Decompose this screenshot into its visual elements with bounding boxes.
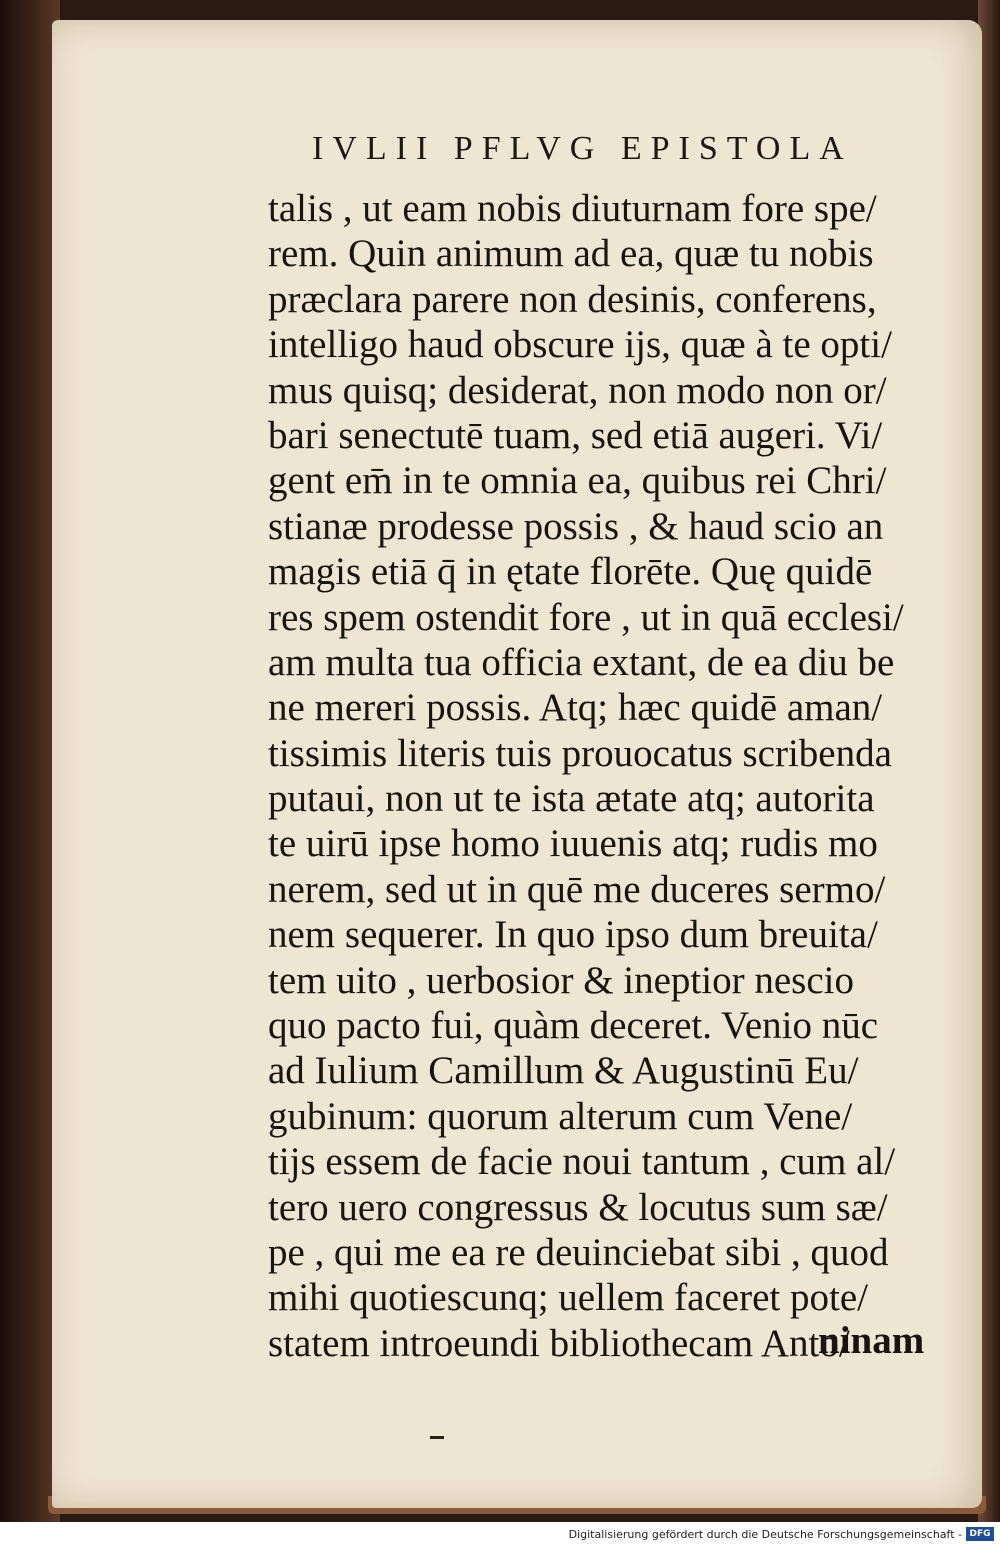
ink-mark bbox=[430, 1436, 444, 1439]
text-line: te uirū ipse homo iuuenis atq; rudis mo bbox=[268, 822, 878, 866]
text-line: tem uito , uerbosior & ineptior nescio bbox=[268, 958, 854, 1002]
text-line: stianæ prodesse possis , & haud scio an bbox=[268, 504, 884, 548]
text-line: am multa tua officia extant, de ea diu be bbox=[268, 640, 895, 684]
catchword: ninam bbox=[818, 1319, 925, 1362]
text-line: rem. Quin animum ad ea, quæ tu nobis bbox=[268, 232, 874, 276]
text-line: nerem, sed ut in quē me duceres sermo/ bbox=[268, 867, 886, 911]
text-line: tero uero congressus & locutus sum sæ/ bbox=[268, 1185, 888, 1229]
text-line: gubinum: quorum alterum cum Vene/ bbox=[268, 1094, 853, 1138]
text-line: præclara parere non desinis, conferens, bbox=[268, 277, 877, 321]
text-line: intelligo haud obscure ijs, quæ à te opti/ bbox=[268, 323, 892, 367]
body-text bbox=[268, 186, 938, 1366]
funding-credit: Digitalisierung gefördert durch die Deutsche Forschungsgemeinschaft - bbox=[568, 1528, 962, 1541]
text-line: ad Iulium Camillum & Augustinū Eu/ bbox=[268, 1049, 859, 1093]
text-line: statem introeundi bibliothecam Anto/ bbox=[268, 1321, 850, 1365]
text-line: res spem ostendit fore , ut in quā ecclesi/ bbox=[268, 595, 904, 639]
text-line: tissimis literis tuis prouocatus scribenda bbox=[268, 731, 892, 775]
text-line: putaui, non ut te ista ætate atq; autorita bbox=[268, 777, 875, 821]
text-line: tijs essem de facie noui tantum , cum al/ bbox=[268, 1140, 896, 1184]
text-line: ne mereri possis. Atq; hæc quidē aman/ bbox=[268, 686, 883, 730]
book-cover-edge-left bbox=[0, 0, 60, 1522]
text-line: talis , ut eam nobis diuturnam fore spe/ bbox=[268, 187, 877, 230]
text-line: quo pacto fui, quàm deceret. Venio nūc bbox=[268, 1004, 879, 1048]
text-line: pe , qui me ea re deuinciebat sibi , quod bbox=[268, 1230, 889, 1274]
text-line: nem sequerer. In quo ipso dum breuita/ bbox=[268, 913, 878, 957]
text-line: bari senectutē tuam, sed etiā augeri. Vi/ bbox=[268, 413, 883, 457]
footer bbox=[0, 1522, 1000, 1547]
dfg-logo: DFG bbox=[966, 1527, 994, 1541]
text-line: mus quisq; desiderat, non modo non or/ bbox=[268, 368, 887, 412]
text-line: magis etiā q̄ in ętate florēte. Quę quidē bbox=[268, 550, 873, 594]
text-line: mihi quotiescunq; uellem faceret pote/ bbox=[268, 1276, 868, 1320]
text-line: gent em̄ in te omnia ea, quibus rei Chri/ bbox=[268, 459, 887, 503]
running-head: IVLII PFLVG EPISTOLA bbox=[312, 130, 853, 167]
